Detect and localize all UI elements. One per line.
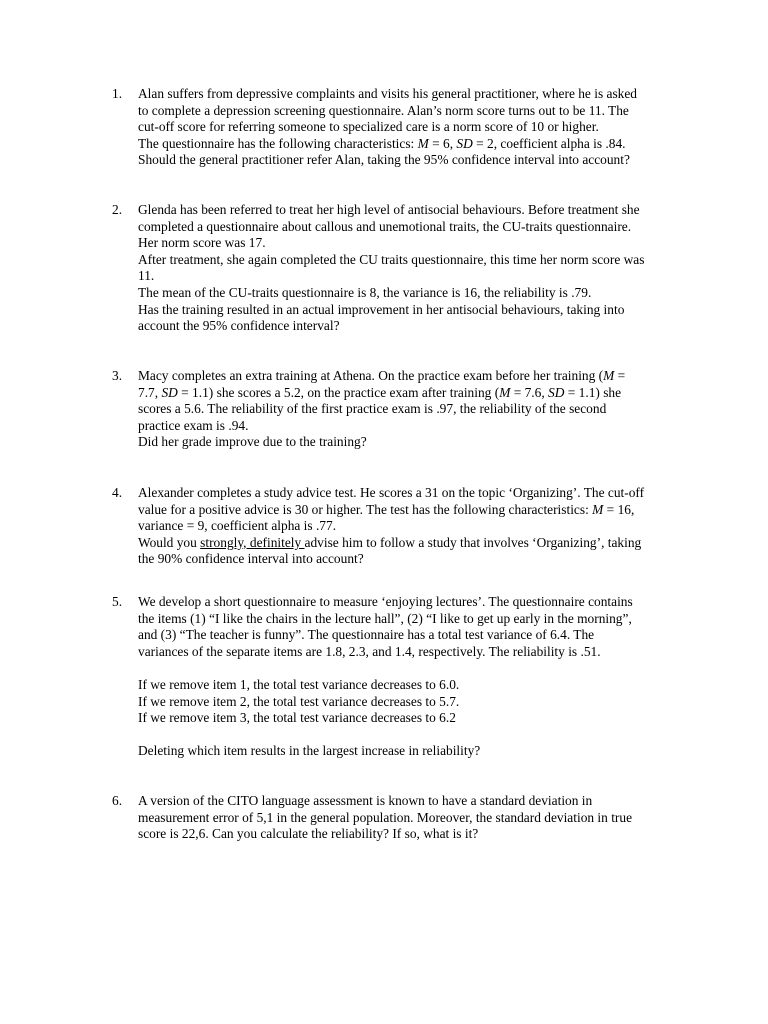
text-line [138, 219, 682, 236]
text-line [138, 710, 682, 727]
text-run: variance = 9, coefficient alpha is .77. [138, 518, 337, 534]
text-line [138, 535, 682, 552]
text-run: completed a questionnaire about callous and unemotional traits, the CU-traits questionnaire. [138, 218, 632, 234]
text-run: Deleting which item results in the largest increase in reliability? [138, 743, 481, 759]
question-text [138, 202, 682, 335]
text-run: = 16, [603, 501, 635, 517]
text-run: 11. [138, 268, 155, 284]
text-run: = 1.1) she scores a 5.2, on the practice exam after training ( [177, 384, 500, 400]
text-run: Macy completes an extra training at Athena. On the practice exam before her training ( [138, 368, 604, 383]
text-line [138, 518, 682, 535]
text-run: score is 22,6. Can you calculate the reliability? If so, what is it? [138, 826, 479, 842]
text-line [138, 235, 682, 252]
text-run: The mean of the CU-traits questionnaire is 8, the variance is 16, the reliability is .79. [138, 284, 592, 300]
text-run: = 2, coefficient alpha is .84. [472, 135, 626, 151]
italic-symbol: M [417, 135, 429, 151]
text-run: We develop a short questionnaire to measure ‘enjoying lectures’. The questionnaire contains [138, 594, 633, 609]
text-line [138, 152, 682, 169]
text-line [138, 594, 682, 611]
text-run: Should the general practitioner refer Alan, taking the 95% confidence interval into account? [138, 152, 630, 168]
text-line [138, 644, 682, 661]
text-run: If we remove item 3, the total test variance decreases to 6.2 [138, 710, 456, 726]
text-run: practice exam is .94. [138, 417, 249, 433]
text-run: A version of the CITO language assessment is known to have a standard deviation in [138, 793, 593, 808]
text-line [138, 551, 682, 568]
question-6 [112, 793, 682, 843]
text-run: = 6, [428, 135, 457, 151]
text-line [138, 202, 682, 219]
text-line [138, 826, 682, 843]
text-run: Alan suffers from depressive complaints and visits his general practitioner, where he is asked [138, 86, 637, 101]
text-run: After treatment, she again completed the CU traits questionnaire, this time her norm score was [138, 251, 645, 267]
question-text [138, 485, 682, 568]
blank-line [138, 660, 682, 677]
underlined-text: strongly, definitely [200, 534, 305, 550]
text-line [138, 627, 682, 644]
text-line [138, 103, 682, 120]
text-run: = 7.6, [510, 384, 549, 400]
text-run: advise him to follow a study that involves ‘Organizing’, taking [304, 534, 642, 550]
text-line [138, 434, 682, 451]
text-run: = [614, 368, 626, 383]
question-number: 4. [112, 485, 123, 500]
question-text [138, 793, 682, 843]
blank-line [138, 727, 682, 744]
text-line [138, 136, 682, 153]
question-4 [112, 485, 682, 568]
text-line [138, 743, 682, 760]
text-run: the items (1) “I like the chairs in the lecture hall”, (2) “I like to get up early in the morning”, [138, 610, 632, 626]
text-line [138, 485, 682, 502]
text-line [138, 677, 682, 694]
text-run: value for a positive advice is 30 or higher. The test has the following characteristics: [138, 501, 593, 517]
text-run: scores a 5.6. The reliability of the first practice exam is .97, the reliability of the second [138, 401, 607, 417]
text-run: = 1.1) she [564, 384, 622, 400]
text-line [138, 119, 682, 136]
question-number: 2. [112, 202, 123, 217]
text-run: to complete a depression screening questionnaire. Alan’s norm score turns out to be 11. The [138, 102, 629, 118]
text-run: If we remove item 1, the total test variance decreases to 6.0. [138, 676, 460, 692]
question-2 [112, 202, 682, 335]
italic-symbol: SD [456, 135, 473, 151]
text-run: 7.7, [138, 384, 162, 400]
question-text [138, 86, 682, 169]
text-run: The questionnaire has the following characteristics: [138, 135, 418, 151]
text-run: and (3) “The teacher is funny”. The questionnaire has a total test variance of 6.4. The [138, 627, 595, 643]
text-run: Did her grade improve due to the training? [138, 434, 367, 450]
text-line [138, 401, 682, 418]
question-number: 6. [112, 793, 123, 808]
text-run: variances of the separate items are 1.8, 2.3, and 1.4, respectively. The reliability is .51. [138, 643, 601, 659]
text-line [138, 418, 682, 435]
text-line [138, 502, 682, 519]
text-line [138, 611, 682, 628]
italic-symbol: M [603, 368, 615, 383]
question-number: 5. [112, 594, 123, 609]
text-line [138, 268, 682, 285]
text-run: Alexander completes a study advice test. He scores a 31 on the topic ‘Organizing’. The cut-off [138, 485, 645, 500]
text-run: If we remove item 2, the total test variance decreases to 5.7. [138, 693, 460, 709]
text-line [138, 385, 682, 402]
text-line [138, 302, 682, 319]
text-run: Glenda has been referred to treat her high level of antisocial behaviours. Before treatment she [138, 202, 640, 217]
text-line [138, 368, 682, 385]
text-run: Her norm score was 17. [138, 235, 266, 251]
text-line [138, 285, 682, 302]
question-1 [112, 86, 682, 169]
text-run: the 90% confidence interval into account? [138, 551, 364, 567]
text-line [138, 694, 682, 711]
text-run: Has the training resulted in an actual improvement in her antisocial behaviours, taking into [138, 301, 625, 317]
question-number: 1. [112, 86, 123, 101]
text-run: Would you [138, 534, 201, 550]
text-line [138, 252, 682, 269]
text-run: cut-off score for referring someone to specialized care is a norm score of 10 or higher. [138, 119, 599, 135]
text-line [138, 86, 682, 103]
question-3 [112, 368, 682, 451]
text-line [138, 793, 682, 810]
question-5 [112, 594, 682, 760]
text-run: measurement error of 5,1 in the general population. Moreover, the standard deviation in true [138, 809, 633, 825]
italic-symbol: SD [548, 384, 565, 400]
text-run: account the 95% confidence interval? [138, 318, 340, 334]
italic-symbol: SD [161, 384, 178, 400]
text-line [138, 318, 682, 335]
text-line [138, 810, 682, 827]
italic-symbol: M [592, 501, 604, 517]
italic-symbol: M [499, 384, 511, 400]
question-text [138, 594, 682, 760]
question-number: 3. [112, 368, 123, 383]
question-text [138, 368, 682, 451]
